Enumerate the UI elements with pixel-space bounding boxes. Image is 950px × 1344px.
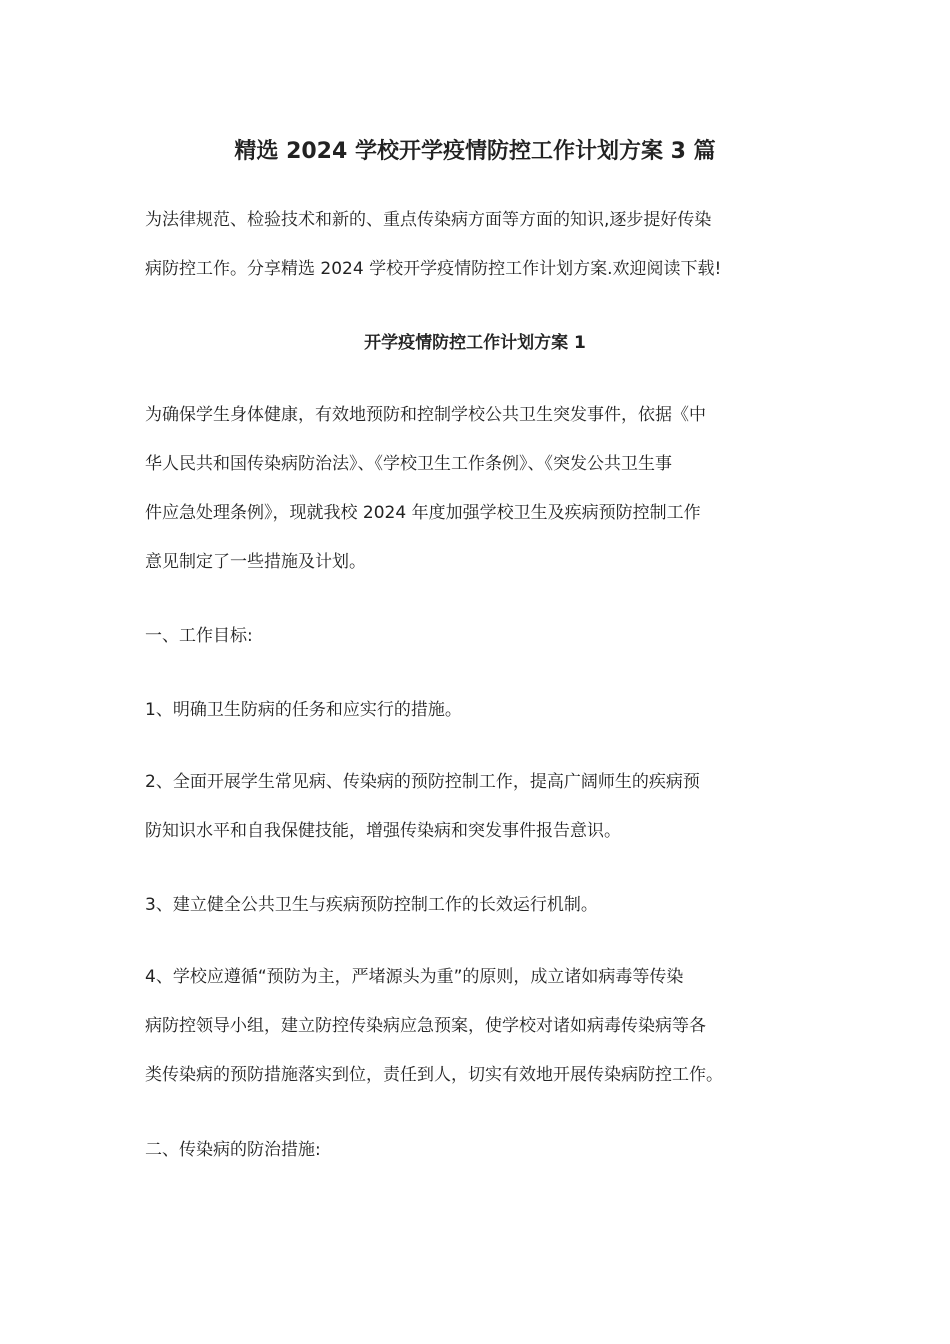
goal-2-line-1: 2、全面开展学生常见病、传染病的预防控制工作，提高广阔师生的疾病预 bbox=[145, 772, 700, 792]
goal-3-line: 3、建立健全公共卫生与疾病预防控制工作的长效运行机制。 bbox=[145, 895, 598, 915]
measures-heading-text: 二、传染病的防治措施: bbox=[145, 1140, 321, 1160]
section-intro-line-4: 意见制定了一些措施及计划。 bbox=[145, 552, 366, 572]
goal-4-line-3: 类传染病的预防措施落实到位，责任到人，切实有效地开展传染病防控工作。 bbox=[145, 1065, 723, 1085]
section-intro-line-1: 为确保学生身体健康，有效地预防和控制学校公共卫生突发事件，依据《中 bbox=[145, 405, 706, 425]
section-intro-paragraph bbox=[145, 391, 810, 587]
intro-line-1: 为法律规范、检验技术和新的、重点传染病方面等方面的知识,逐步提好传染 bbox=[145, 210, 712, 230]
intro-line-2: 病防控工作。分享精选 2024 学校开学疫情防控工作计划方案.欢迎阅读下载! bbox=[145, 259, 722, 279]
section-title: 开学疫情防控工作计划方案 1 bbox=[364, 333, 586, 353]
section-intro-line-2: 华人民共和国传染病防治法》、《学校卫生工作条例》、《突发公共卫生事 bbox=[145, 454, 672, 474]
goal-3-paragraph bbox=[145, 881, 810, 930]
goal-4-paragraph bbox=[145, 953, 810, 1100]
section-intro-line-3: 件应急处理条例》，现就我校 2024 年度加强学校卫生及疾病预防控制工作 bbox=[145, 503, 701, 523]
goal-4-line-1: 4、学校应遵循“预防为主，严堵源头为重”的原则，成立诸如病毒等传染 bbox=[145, 967, 684, 987]
goal-4-line-2: 病防控领导小组，建立防控传染病应急预案，使学校对诸如病毒传染病等各 bbox=[145, 1016, 706, 1036]
measures-heading bbox=[145, 1126, 810, 1175]
goal-1-paragraph bbox=[145, 686, 810, 735]
intro-paragraph bbox=[145, 196, 810, 294]
goal-1-line: 1、明确卫生防病的任务和应实行的措施。 bbox=[145, 700, 462, 720]
document-title: 精选 2024 学校开学疫情防控工作计划方案 3 篇 bbox=[234, 139, 716, 164]
goal-2-line-2: 防知识水平和自我保健技能，增强传染病和突发事件报告意识。 bbox=[145, 821, 621, 841]
goals-heading bbox=[145, 612, 810, 661]
goals-heading-text: 一、工作目标: bbox=[145, 626, 253, 646]
goal-2-paragraph bbox=[145, 758, 810, 856]
